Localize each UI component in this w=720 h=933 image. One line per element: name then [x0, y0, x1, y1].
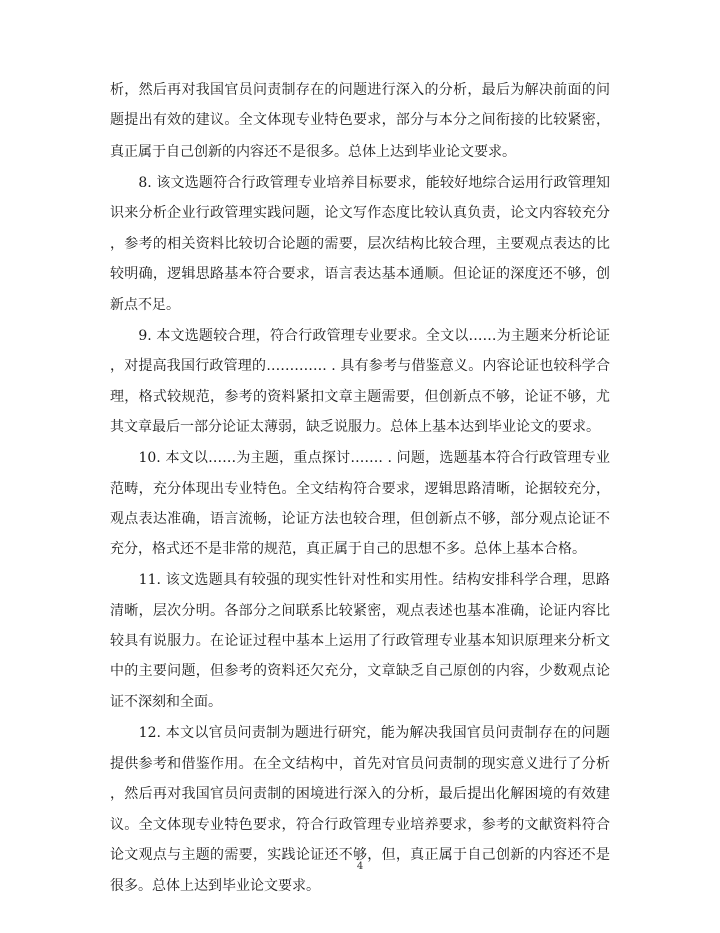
text-line: 范畴，充分体现出专业特色。全文结构符合要求，逻辑思路清晰，论据较充分，	[110, 481, 610, 497]
text-line: 提供参考和借鉴作用。在全文结构中，首先对官员问责制的现实意义进行了分析	[110, 756, 610, 772]
text-line: 新点不足。	[110, 297, 180, 313]
page-number: 4	[356, 861, 364, 872]
text-line: 11. 该文选题具有较强的现实性针对性和实用性。结构安排科学合理，思路	[110, 572, 610, 588]
text-line: 8. 该文选题符合行政管理专业培养目标要求，能较好地综合运用行政管理知	[110, 175, 610, 191]
text-line: 理，格式较规范，参考的资料紧扣文章主题需要，但创新点不够，论证不够，尤	[110, 389, 610, 405]
text-line: 中的主要问题，但参考的资料还欠充分，文章缺乏自己原创的内容，少数观点论	[110, 663, 610, 679]
text-line: 议。全文体现专业特色要求，符合行政管理专业培养要求，参考的文献资料符合	[110, 817, 610, 833]
text-line: 其文章最后一部分论证太薄弱，缺乏说服力。总体上基本达到毕业论文的要求。	[110, 419, 600, 435]
text-line: 识来分析企业行政管理实践问题，论文写作态度比较认真负责，论文内容较充分	[110, 205, 610, 221]
text-line: 很多。总体上达到毕业论文要求。	[110, 878, 320, 894]
text-line: ，参考的相关资料比较切合论题的需要，层次结构比较合理，主要观点表达的比	[110, 236, 610, 252]
text-line: 论文观点与主题的需要，实践论证还不够，但，真正属于自己创新的内容还不是	[110, 847, 610, 863]
text-line: ，对提高我国行政管理的…………. . 具有参考与借鉴意义。内容论证也较科学合	[110, 358, 610, 374]
text-line: 较明确，逻辑思路基本符合要求，语言表达基本通顺。但论证的深度还不够，创	[110, 266, 610, 282]
text-line: 较具有说服力。在论证过程中基本上运用了行政管理专业基本知识原理来分析文	[110, 633, 610, 649]
text-line: 10. 本文以……为主题，重点探讨……. . 问题，选题基本符合行政管理专业	[110, 450, 610, 466]
text-line: 证不深刻和全面。	[110, 694, 222, 710]
text-line: 清晰，层次分明。各部分之间联系比较紧密，观点表述也基本准确，论证内容比	[110, 603, 610, 619]
text-line: ，然后再对我国官员问责制的困境进行深入的分析，最后提出化解困境的有效建	[110, 786, 610, 802]
text-line: 12. 本文以官员问责制为题进行研究，能为解决我国官员问责制存在的问题	[110, 725, 610, 741]
text-line: 真正属于自己创新的内容还不是很多。总体上达到毕业论文要求。	[110, 144, 516, 160]
text-line: 9. 本文选题较合理，符合行政管理专业要求。全文以……为主题来分析论证	[110, 328, 610, 344]
text-line: 充分，格式还不是非常的规范，真正属于自己的思想不多。总体上基本合格。	[110, 541, 586, 557]
text-line: 题提出有效的建议。全文体现专业特色要求，部分与本分之间衔接的比较紧密，	[110, 112, 610, 128]
text-line: 观点表达准确，语言流畅，论证方法也较合理，但创新点不够，部分观点论证不	[110, 511, 610, 527]
text-line: 析，然后再对我国官员问责制存在的问题进行深入的分析，最后为解决前面的问	[110, 82, 610, 98]
